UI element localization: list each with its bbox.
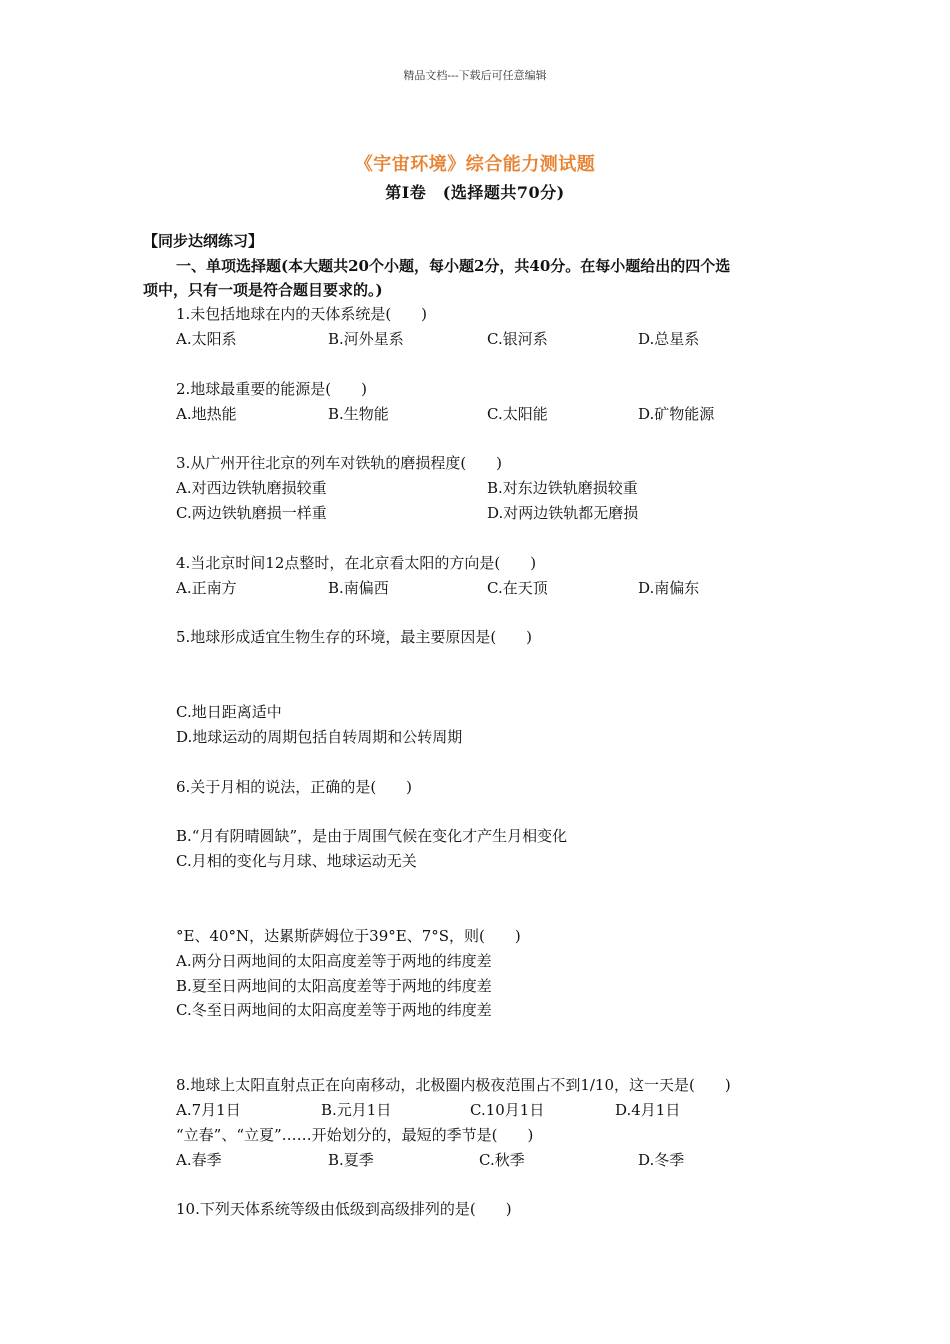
page-header: 精品文档---下载后可任意编辑 — [403, 69, 547, 82]
question-4-option-c: C.在天顶 — [487, 579, 548, 597]
question-8-option-d: D.4月1日 — [615, 1101, 681, 1119]
question-8-option-b: B.元月1日 — [321, 1101, 392, 1119]
question-2-option-c: C.太阳能 — [487, 405, 548, 423]
question-1-option-d: D.总星系 — [638, 330, 700, 348]
instructions-line-1: 一、单项选择题(本大题共20个小题，每小题2分，共40分。在每小题给出的四个选 — [176, 257, 731, 275]
document-title: 《宇宙环境》综合能力测试题 — [354, 154, 596, 175]
question-6-option-b: B.“月有阴晴圆缺”，是由于周围气候在变化才产生月相变化 — [176, 827, 568, 845]
question-4-option-a: A.正南方 — [176, 579, 237, 597]
question-8-option-a: A.7月1日 — [176, 1101, 241, 1119]
instructions-line-2: 项中，只有一项是符合题目要求的。) — [143, 281, 383, 299]
document-subtitle: 第Ⅰ卷 (选择题共70分) — [385, 183, 565, 202]
question-2-option-d: D.矿物能源 — [638, 405, 715, 423]
question-1-option-b: B.河外星系 — [328, 330, 404, 348]
question-7-option-b: B.夏至日两地间的太阳高度差等于两地的纬度差 — [176, 977, 492, 995]
question-4-option-b: B.南偏西 — [328, 579, 389, 597]
question-7-option-a: A.两分日两地间的太阳高度差等于两地的纬度差 — [176, 952, 492, 970]
section-label: 【同步达纲练习】 — [143, 232, 264, 250]
question-3-option-d: D.对两边铁轨都无磨损 — [487, 504, 639, 522]
question-6-stem: 6.关于月相的说法，正确的是( ) — [176, 778, 413, 796]
question-5-option-c: C.地日距离适中 — [176, 703, 282, 721]
question-7-option-c: C.冬至日两地间的太阳高度差等于两地的纬度差 — [176, 1001, 492, 1019]
question-6-option-c: C.月相的变化与月球、地球运动无关 — [176, 852, 417, 870]
question-8-stem: 8.地球上太阳直射点正在向南移动，北极圈内极夜范围占不到1/10，这一天是( ) — [176, 1076, 731, 1094]
question-2-option-a: A.地热能 — [176, 405, 237, 423]
question-9-option-a: A.春季 — [176, 1151, 222, 1169]
question-2-option-b: B.生物能 — [328, 405, 389, 423]
question-1-option-a: A.太阳系 — [176, 330, 237, 348]
question-9-stem: “立春”、“立夏”……开始划分的，最短的季节是( ) — [176, 1126, 534, 1144]
question-7-stem: °E、40°N，达累斯萨姆位于39°E、7°S，则( ) — [176, 927, 521, 945]
question-1-stem: 1.未包括地球在内的天体系统是( ) — [176, 305, 428, 323]
question-4-stem: 4.当北京时间12点整时，在北京看太阳的方向是( ) — [176, 554, 537, 572]
question-3-option-c: C.两边铁轨磨损一样重 — [176, 504, 327, 522]
question-4-option-d: D.南偏东 — [638, 579, 700, 597]
question-2-stem: 2.地球最重要的能源是( ) — [176, 380, 368, 398]
question-10-stem: 10.下列天体系统等级由低级到高级排列的是( ) — [176, 1200, 512, 1218]
question-5-stem: 5.地球形成适宜生物生存的环境，最主要原因是( ) — [176, 628, 533, 646]
question-9-option-d: D.冬季 — [638, 1151, 685, 1169]
question-1-option-c: C.银河系 — [487, 330, 548, 348]
question-3-stem: 3.从广州开往北京的列车对铁轨的磨损程度( ) — [176, 454, 503, 472]
question-5-option-d: D.地球运动的周期包括自转周期和公转周期 — [176, 728, 463, 746]
question-3-option-b: B.对东边铁轨磨损较重 — [487, 479, 638, 497]
question-8-option-c: C.10月1日 — [470, 1101, 545, 1119]
question-3-option-a: A.对西边铁轨磨损较重 — [176, 479, 327, 497]
question-9-option-c: C.秋季 — [479, 1151, 525, 1169]
question-9-option-b: B.夏季 — [328, 1151, 374, 1169]
